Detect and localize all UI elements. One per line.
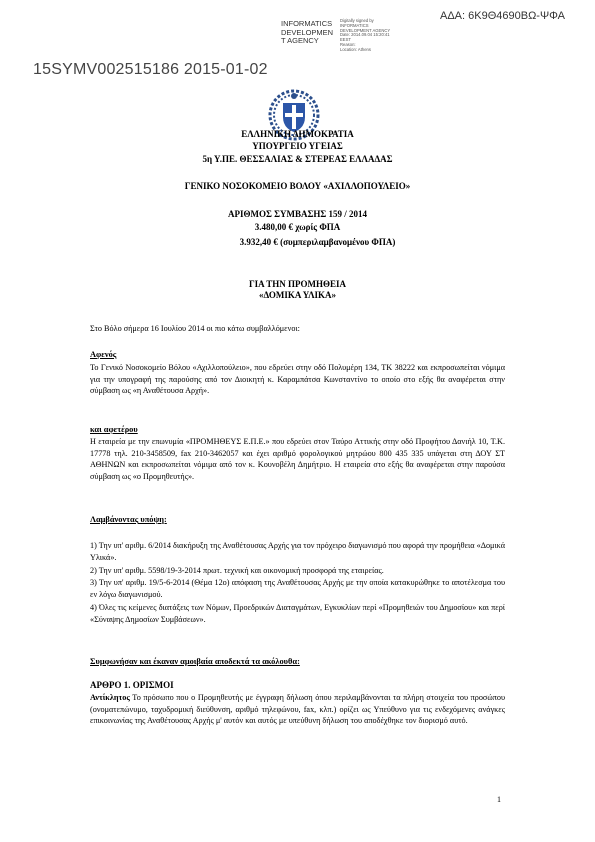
party1-heading: Αφενός (90, 350, 117, 359)
hospital-heading: ΓΕΝΙΚΟ ΝΟΣΟΚΟΜΕΙΟ ΒΟΛΟΥ «ΑΧΙΛΛΟΠΟΥΛΕΙΟ» (184, 181, 411, 191)
article-text (90, 692, 505, 727)
consideration-item: 4) Όλες τις κείμενες διατάξεις των Νόμων, Προεδρικών Διαταγμάτων, Εγκυκλίων περί «Προμηθειών του Δημοσίου» και περί «Σύναψης Δημοσίων Συμβάσεων». (90, 603, 505, 624)
party2-text: Η εταιρεία με την επωνυμία «ΠΡΟΜΗΘΕΥΣ Ε.Π.Ε.» που εδρεύει στον Ταύρο Αττικής στην οδό Προφήτου Δανιήλ 10, Τ.Κ. 17778 τηλ. 210-3458509, fax 210-3462057 και έχει αριθμό φορολογικού μητρώου 800 435 335 υπάγεται στη ΔΟΥ ΣΤ ΑΘΗΝΩΝ και εκπροσωπείται νόμιμα από τον κ. Κουνοβέλη Δημήτριο. Η εταιρεία στο εξής θα αναφέρεται στην παρούσα σύμβαση ως «ο Προμηθευτής». (90, 437, 505, 481)
sig-line: Date: 2014.09.04 15:20:41 (340, 32, 390, 38)
amount-net: 3.480,00 € χωρίς ΦΠΑ (254, 222, 341, 232)
signature-details (340, 19, 430, 53)
agency-line: DEVELOPMEN (281, 27, 334, 37)
agency-line: T AGENCY (281, 36, 319, 46)
protocol-number: 15SYMV002515186 2015-01-02 (33, 61, 268, 78)
republic-heading: ΕΛΛΗΝΙΚΗ ΔΗΜΟΚΡΑΤΙΑ (241, 129, 354, 139)
consideration-item: 3) Την υπ' αριθμ. 19/5-6-2014 (Θέμα 12ο) απόφαση της Αναθέτουσας Αρχής με την οποία κατακυρώθηκε το αποτέλεσμα του εν λόγω διαγωνισμού. (90, 578, 505, 599)
region-heading: 5η Υ.ΠΕ. ΘΕΣΣΑΛΙΑΣ & ΣΤΕΡΕΑΣ ΕΛΛΑΔΑΣ (202, 154, 393, 164)
sig-line: Location: Athens (340, 46, 371, 52)
consideration-item: 2) Την υπ' αριθμ. 5598/19-3-2014 πρωτ. τεχνική και οικονομική προσφορά της εταιρείας. (90, 566, 384, 575)
party1-text: Το Γενικό Νοσοκομείο Βόλου «Αχιλλοπούλειο», που εδρεύει στην οδό Πολυμέρη 134, ΤΚ 38222 και εκπροσωπείται νόμιμα για την υπογραφή της παρούσης από τον Διοικητή κ. Καραμπάτσα Κωνσταντίνο το οποίο στο εξής θα αναφέρεται στην σύμβαση ως «η Αναθέτουσα Αρχή». (90, 363, 505, 396)
page-number: 1 (497, 795, 501, 804)
article-term: Αντίκλητος (90, 693, 130, 702)
subject-line-2: «ΔΟΜΙΚΑ ΥΛΙΚΑ» (258, 290, 337, 300)
signature-agency (281, 19, 334, 46)
agreement-heading: Συμφωνήσαν και έκαναν αμοιβαία αποδεκτά τα ακόλουθα: (90, 657, 300, 666)
contract-number: ΑΡΙΘΜΟΣ ΣΥΜΒΑΣΗΣ 159 / 2014 (227, 209, 368, 219)
agency-line: INFORMATICS (281, 19, 333, 28)
ada-code: ΑΔΑ: 6Κ9Θ4690ΒΩ-ΨΦΑ (440, 10, 565, 22)
sig-line: INFORMATICS (340, 22, 369, 28)
article-title: ΑΡΘΡΟ 1. ΟΡΙΣΜΟΙ (90, 680, 174, 690)
amount-gross: 3.932,40 € (συμπεριλαμβανομένου ΦΠΑ) (239, 237, 396, 247)
sig-line: EEST (340, 37, 351, 43)
subject-line-1: ΓΙΑ ΤΗΝ ΠΡΟΜΗΘΕΙΑ (248, 279, 347, 289)
sig-line: DEVELOPMENT AGENCY (340, 27, 391, 33)
ministry-heading: ΥΠΟΥΡΓΕΙΟ ΥΓΕΙΑΣ (252, 141, 343, 151)
article-body: Το πρόσωπο που ο Προμηθευτής με έγγραφη δήλωση όπου περιλαμβάνονται τα πλήρη στοιχεία του προσώπου (ονοματεπώνυμο, ταχυδρομική διεύθυνση, αριθμό τηλεφώνου, fax, κλπ.) ορίζει ως Υπεύθυνο για τις ενδεχόμενες ανάγκες επικοινωνίας της Αναθέτουσας Αρχής μ' αυτόν και αυτός με υπεύθυνη δήλωση του αποδέχθηκε τον διορισμό αυτό. (90, 693, 505, 726)
sig-line: Digitally signed by (340, 18, 374, 23)
considering-heading: Λαμβάνοντας υπόψη: (90, 515, 167, 524)
sig-line: Reason: (340, 41, 356, 47)
intro-text: Στο Βόλο σήμερα 16 Ιουλίου 2014 οι πιο κάτω συμβαλλόμενοι: (90, 324, 300, 333)
party2-heading: και αφετέρου (90, 425, 138, 434)
consideration-item: 1) Την υπ' αριθμ. 6/2014 διακήρυξη της Αναθέτουσας Αρχής για τον πρόχειρο διαγωνισμό που αφορά την προμήθεια «Δομικά Υλικά». (90, 541, 505, 562)
